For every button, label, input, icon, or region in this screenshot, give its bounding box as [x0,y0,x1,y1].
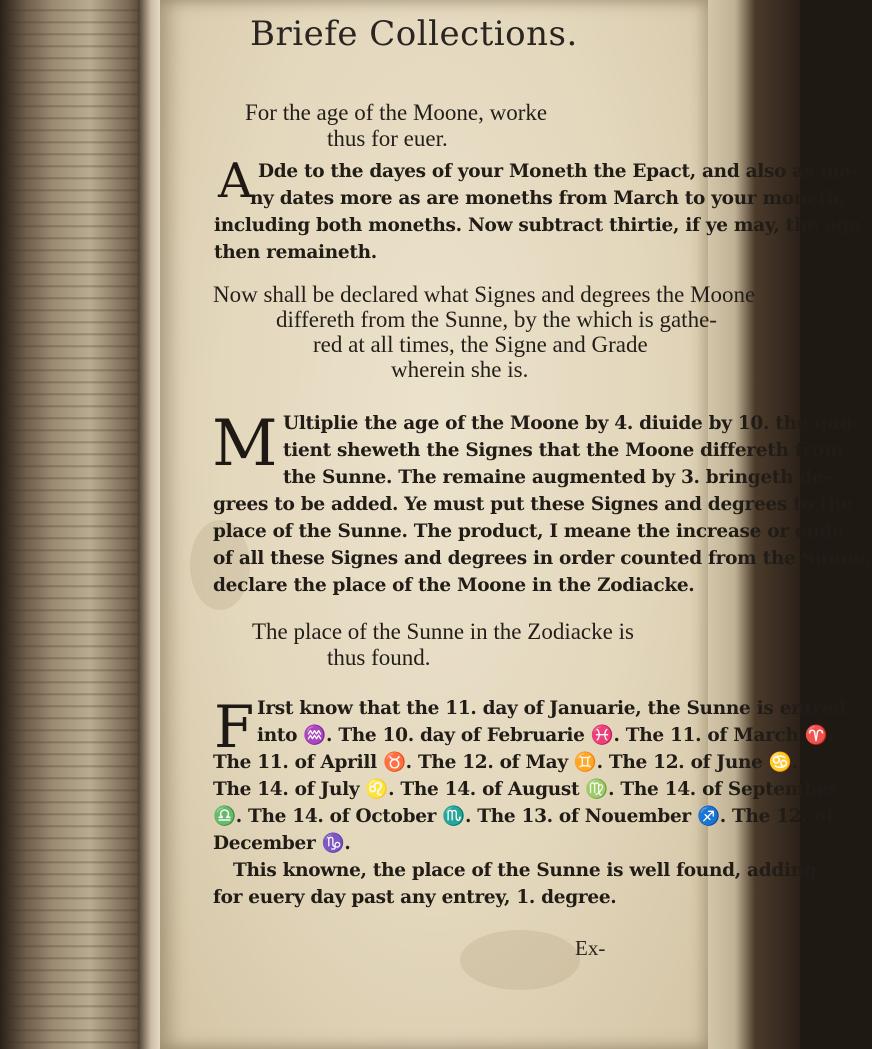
text-line: of all these Signes and degrees in order counted from the Sunne, [213,548,872,569]
heading-line: For the age of the Moone, worke [245,100,548,125]
text-line: The 14. of July ♌. The 14. of August ♍. The 14. of September [213,779,838,800]
heading-line: Now shall be declared what Signes and degrees the Moone [213,282,756,307]
text-line: The 11. of Aprill ♉. The 12. of May ♊. The 12. of June ♋. [213,752,798,773]
text-line: for euery day past any entrey, 1. degree. [213,887,617,908]
text-line: Ultiplie the age of the Moone by 4. diuide by 10. the quo- [283,413,860,434]
text-line: grees to be added. Ye must put these Signes and degrees to the [213,494,853,515]
heading-line: thus for euer. [327,126,448,151]
text-line: including both moneths. Now subtract thirtie, if ye may, the age [214,215,861,236]
text-line: into ♒. The 10. day of Februarie ♓. The 11. of March ♈. [257,725,834,746]
catchword: Ex- [575,936,606,960]
text-line: declare the place of the Moone in the Zodiacke. [213,575,695,596]
text-line: ♎. The 14. of October ♏. The 13. of Nouember ♐. The 12. of [213,806,834,827]
text-line: the Sunne. The remaine augmented by 3. bringeth de- [283,467,831,488]
text-line: then remaineth. [214,242,377,263]
heading-line: differeth from the Sunne, by the which is gathe- [276,307,717,332]
drop-initial: M [212,407,278,481]
heading-line: thus found. [327,645,431,670]
stain [460,930,580,990]
book-gutter [0,0,150,1049]
heading-line: The place of the Sunne in the Zodiacke is [252,619,634,644]
drop-initial: A [218,153,253,209]
text-line: Irst know that the 11. day of Januarie, the Sunne is entred [257,698,847,719]
section2-heading [213,282,755,382]
text-line: ny dates more as are moneths from March to your moneth, [250,188,846,209]
running-head: Briefe Collections. [250,14,578,54]
page-edge [138,0,160,1049]
section3-heading [252,619,634,671]
text-line: December ♑. [213,833,351,854]
section1-body [214,153,861,266]
drop-initial: F [214,693,255,761]
heading-line: wherein she is. [391,357,529,382]
heading-line: red at all times, the Signe and Grade [313,332,648,357]
text-line: Dde to the dayes of your Moneth the Epact, and also as ma- [258,161,859,182]
section2-body [212,407,872,599]
section1-heading [245,100,547,152]
text-line: place of the Sunne. The product, I meane the increase or ende [213,521,844,542]
text-line: tient sheweth the Signes that the Moone differeth from [283,440,844,461]
text-line: This knowne, the place of the Sunne is well found, adding [233,860,817,881]
section3-body [213,695,846,911]
